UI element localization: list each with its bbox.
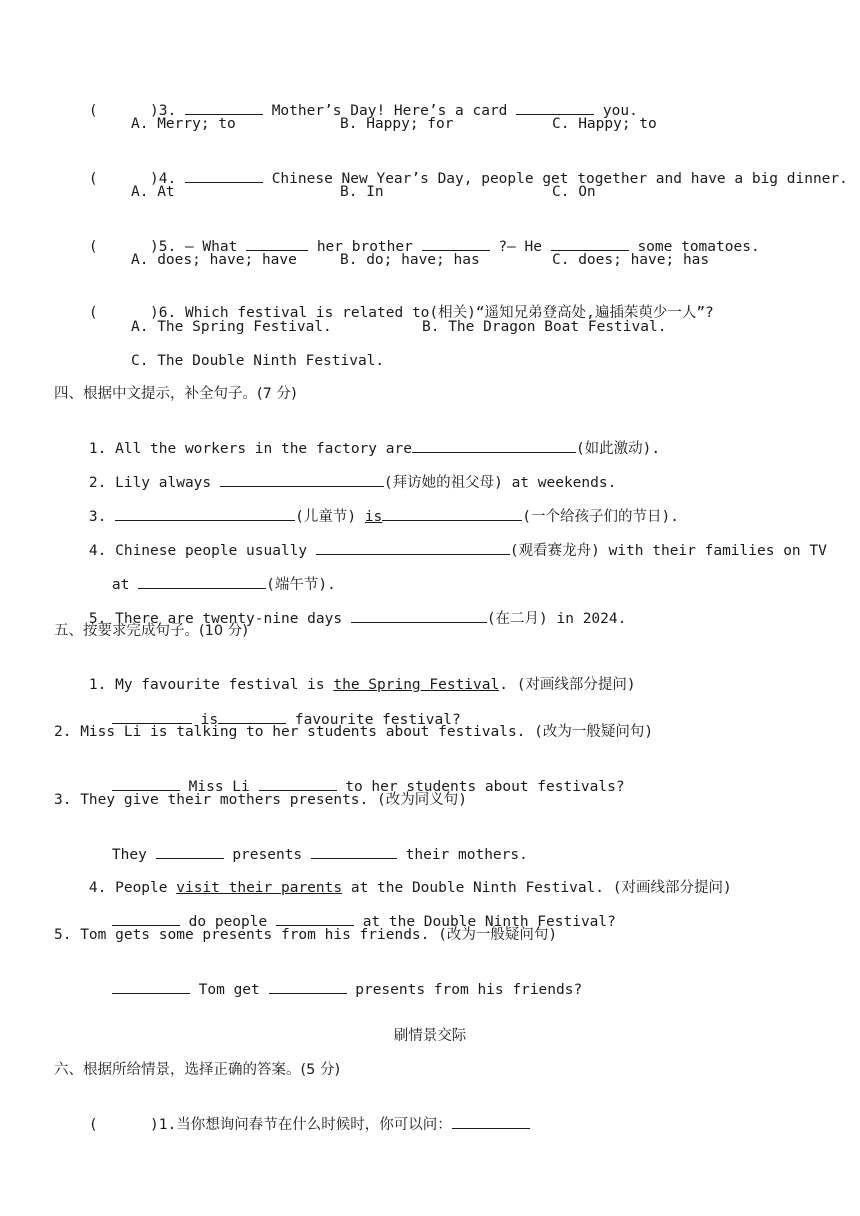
- option-a: A. Merry; to: [131, 116, 236, 132]
- question-text: Which festival is related to(相关)“遥知兄弟登高处,遍插茱萸少一人”?: [184, 305, 714, 321]
- sentence-text: 2. Lily always: [88, 475, 212, 491]
- section-heading: 五、按要求完成句子。(10 分): [54, 623, 248, 639]
- task-5: 5. Tom gets some presents from his friends. (改为一般疑问句): [54, 927, 558, 943]
- question-text: some tomatoes.: [637, 239, 760, 255]
- answer-blank[interactable]: [382, 506, 522, 521]
- option-a: A. At: [131, 184, 175, 200]
- answer-blank[interactable]: [112, 911, 180, 926]
- option-b: B. Happy; for: [340, 116, 454, 132]
- sentence-text: is: [364, 509, 383, 525]
- sentence-text: at the Double Ninth Festival?: [362, 914, 616, 930]
- hint-text: (如此激动).: [575, 441, 661, 457]
- answer-blank[interactable]: [220, 472, 384, 487]
- hint-text: (儿童节): [295, 509, 357, 525]
- sentence-text: 1. All the workers in the factory are: [88, 441, 412, 457]
- question-text: her brother: [316, 239, 413, 255]
- answer-paren: ( )6.: [88, 305, 177, 321]
- underlined-phrase: visit their parents: [176, 880, 343, 896]
- sentence-text: They: [111, 847, 147, 863]
- underlined-phrase: the Spring Festival: [333, 677, 500, 693]
- answer-blank[interactable]: [185, 168, 263, 183]
- answer-blank[interactable]: [311, 844, 397, 859]
- answer-blank[interactable]: [115, 506, 295, 521]
- question-text: ?— He: [498, 239, 542, 255]
- option-a: A. The Spring Festival.: [131, 319, 332, 335]
- option-b: B. do; have; has: [340, 252, 480, 268]
- answer-paren: ( )5.: [88, 239, 177, 255]
- option-c: C. Happy; to: [552, 116, 657, 132]
- answer-paren: ( )1.: [88, 1117, 177, 1133]
- option-b: B. In: [340, 184, 384, 200]
- hint-text: (观看赛龙舟) with their families on TV: [509, 543, 827, 559]
- sentence-text: 5. There are twenty-nine days: [88, 611, 343, 627]
- option-b: B. The Dragon Boat Festival.: [422, 319, 667, 335]
- hint-text: (一个给孩子们的节日).: [522, 509, 679, 525]
- sentence-text: presents: [232, 847, 303, 863]
- sentence-text: is: [200, 712, 219, 728]
- answer-blank[interactable]: [422, 236, 490, 251]
- sentence-text: 3.: [88, 509, 107, 525]
- answer-blank[interactable]: [412, 438, 576, 453]
- answer-blank[interactable]: [516, 100, 594, 115]
- task-5-answer: [77, 959, 582, 1020]
- answer-blank[interactable]: [112, 776, 180, 791]
- sentence-text: at: [111, 577, 130, 593]
- sentence-text: favourite festival?: [294, 712, 461, 728]
- sentence-text: do people: [188, 914, 268, 930]
- question-text: Mother’s Day! Here’s a card: [271, 103, 508, 119]
- hint-text: (拜访她的祖父母) at weekends.: [383, 475, 617, 491]
- answer-paren: ( )3.: [88, 103, 177, 119]
- sentence-text: 4. People: [88, 880, 168, 896]
- answer-blank[interactable]: [316, 540, 510, 555]
- option-c: C. does; have; has: [552, 252, 710, 268]
- sentence-text: to her students about festivals?: [345, 779, 625, 795]
- answer-blank[interactable]: [156, 844, 224, 859]
- question-text: Chinese New Year’s Day, people get together and have a big dinner.: [271, 171, 848, 187]
- question-text: — What: [184, 239, 238, 255]
- sentence-text: Tom get: [198, 982, 260, 998]
- sentence-text: 4. Chinese people usually: [88, 543, 308, 559]
- section-heading: 四、根据中文提示，补全句子。(7 分): [54, 386, 297, 402]
- question-text: 当你想询问春节在什么时候时，你可以问：: [176, 1117, 452, 1133]
- sentence-text: their mothers.: [405, 847, 528, 863]
- hint-text: (端午节).: [266, 577, 336, 593]
- question-1: [54, 1094, 530, 1155]
- instruction-text: . (对画线部分提问): [499, 677, 636, 693]
- answer-blank[interactable]: [259, 776, 337, 791]
- sentence-text: 1. My favourite festival is: [88, 677, 325, 693]
- section-heading: 六、根据所给情景，选择正确的答案。(5 分): [54, 1062, 341, 1078]
- option-c: C. On: [552, 184, 596, 200]
- hint-text: (在二月) in 2024.: [486, 611, 627, 627]
- task-3: 3. They give their mothers presents. (改为同义句): [54, 792, 467, 808]
- answer-blank[interactable]: [551, 236, 629, 251]
- sentence-text: presents from his friends?: [355, 982, 583, 998]
- instruction-text: at the Double Ninth Festival. (对画线部分提问): [350, 880, 732, 896]
- answer-blank[interactable]: [246, 236, 308, 251]
- answer-blank[interactable]: [138, 574, 266, 589]
- section-title: 刷情景交际: [393, 1028, 467, 1044]
- answer-paren: ( )4.: [88, 171, 177, 187]
- option-a: A. does; have; have: [131, 252, 297, 268]
- answer-blank[interactable]: [276, 911, 354, 926]
- answer-blank[interactable]: [269, 979, 347, 994]
- answer-blank[interactable]: [351, 608, 487, 623]
- answer-blank[interactable]: [185, 100, 263, 115]
- question-text: you.: [602, 103, 638, 119]
- answer-blank[interactable]: [112, 979, 190, 994]
- sentence-text: Miss Li: [188, 779, 250, 795]
- answer-blank[interactable]: [452, 1114, 530, 1129]
- option-c: C. The Double Ninth Festival.: [131, 353, 385, 369]
- task-2: 2. Miss Li is talking to her students about festivals. (改为一般疑问句): [54, 724, 654, 740]
